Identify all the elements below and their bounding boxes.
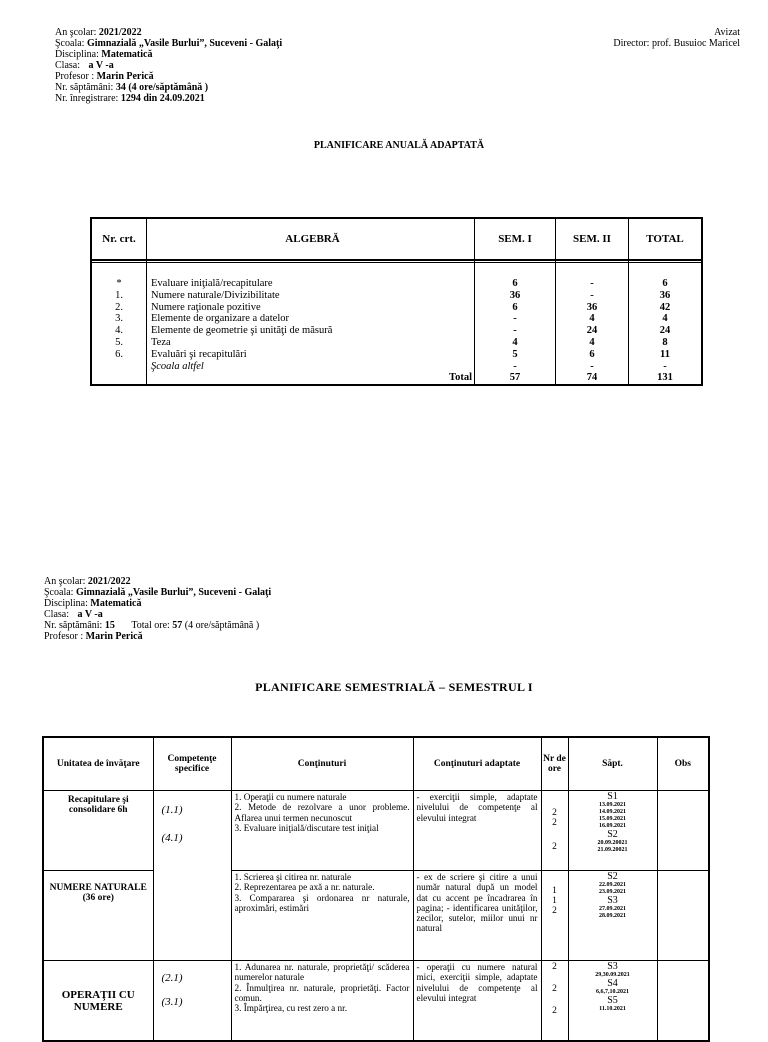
annual-row-name: Numere naturale/Divizibilitate [151, 289, 280, 301]
annual-row-s2: 24 [586, 325, 598, 337]
annual-row-s1: - [513, 360, 517, 372]
approval-label: Avizat [714, 27, 740, 38]
table-row [43, 791, 709, 871]
adapted-contents-cell: - operaţii cu numere natural mici, exerciţii simple, adaptate nivelului de competenţe al elevului integrat [413, 961, 541, 1041]
obs-cell [657, 871, 709, 961]
competence-item: (1.1) [161, 804, 183, 816]
semester-plan-table [42, 736, 710, 1042]
annual-row-tot: 24 [659, 325, 671, 337]
discipline-line: Disciplina: Matematică [55, 49, 153, 60]
annual-row-s2: 36 [586, 301, 598, 313]
contents-cell [231, 961, 413, 1041]
content-item: 3. Compararea şi ordonarea nr naturale, aproximări, estimări [234, 892, 410, 913]
unit-cell: NUMERE NATURALE (36 ore) [43, 871, 153, 961]
annual-row-s2: 4 [589, 313, 595, 325]
content-item: 3. Împărţirea, cu rest zero a nr. [234, 1003, 347, 1014]
total-column [629, 263, 703, 386]
annual-row-nr [92, 361, 146, 373]
weeks-line: Nr. săptămâni: 15 Total ore: 57 (4 ore/săptămână ) [44, 620, 260, 631]
annual-row-tot: 6 [662, 278, 668, 289]
class-line: Clasa: a V -a [55, 60, 114, 71]
sem1-column [475, 263, 556, 386]
class-line: Clasa: a V -a [44, 609, 103, 620]
annual-body-row [91, 263, 702, 386]
week-cell: S2 22.09.2021 23.09.2021 S3 27.09.2021 28.09.2021 [568, 871, 657, 961]
school-year-line: An şcolar: 2021/2022 [55, 27, 142, 38]
annual-row-name: Teza [151, 336, 171, 348]
header-annual [55, 27, 282, 104]
annual-row-s1: 5 [512, 348, 518, 360]
annual-row-tot: - [663, 360, 667, 372]
annual-row-name: Şcoala altfel [151, 360, 204, 372]
topic-column [147, 263, 475, 386]
annual-row-name: Elemente de organizare a datelor [151, 313, 289, 325]
approval-block [613, 27, 740, 49]
competences-cell [153, 961, 231, 1041]
annual-row-nr: 5. [115, 336, 123, 348]
col-total: TOTAL [629, 218, 703, 260]
obs-cell [657, 791, 709, 871]
annual-row-tot: 4 [662, 313, 668, 325]
content-item: 2. Înmulţirea nr. naturale, proprietăţi. Factor comun. [234, 982, 410, 1003]
annual-plan-table [90, 217, 703, 386]
content-item: 1. Scrierea şi citirea nr. naturale [234, 872, 352, 882]
adapted-contents-cell: - exerciţii simple, adaptate nivelului de competenţe al elevului integrat [413, 791, 541, 871]
annual-row-s1: 6 [512, 278, 518, 289]
col-week: Săpt. [568, 737, 657, 791]
registration-line: Nr. înregistrare: 1294 din 24.09.2021 [55, 93, 205, 104]
annual-row-tot: 11 [660, 348, 670, 360]
hours-cell: 2 2 2 [541, 791, 568, 871]
annual-row-nr: 3. [115, 313, 123, 325]
total-sem2: 74 [586, 372, 598, 384]
annual-plan-title: PLANIFICARE ANUALĂ ADAPTATĂ [313, 140, 485, 151]
hours-cell: 1 1 2 [541, 871, 568, 961]
teacher-line: Profesor : Marin Perică [44, 631, 143, 642]
content-item: 1. Adunarea nr. naturale, proprietăţi/ scăderea numerelor naturale [234, 962, 410, 983]
col-sem1: SEM. I [475, 218, 556, 260]
annual-row-s2: 6 [589, 348, 595, 360]
content-item: 2. Metode de rezolvare a unor probleme. Aflarea unui termen necunoscut [234, 802, 410, 823]
annual-row-nr: 6. [115, 348, 123, 360]
contents-cell [231, 871, 413, 961]
school-line: Şcoala: Gimnazială „Vasile Burlui”, Suceveni - Galaţi [44, 587, 272, 598]
annual-row-nr: 2. [115, 301, 123, 313]
obs-cell [657, 961, 709, 1041]
col-hours: Nr de ore [541, 737, 568, 791]
competence-item: (3.1) [161, 996, 183, 1008]
annual-row-s2: - [590, 289, 594, 301]
annual-row-name: Evaluări şi recapitulări [151, 348, 247, 360]
annual-row-tot: 8 [662, 336, 668, 348]
col-nr-crt: Nr. crt. [91, 218, 147, 260]
week-cell: S1 13.09.2021 14.09.2021 15.09.2021 16.09.2021 S2 20.09.20021 21.09.20021 [568, 791, 657, 871]
total-label: Total [449, 372, 472, 384]
annual-row-s1: 4 [512, 336, 518, 348]
col-contents: Conţinuturi [231, 737, 413, 791]
col-adapted-contents: Conţinuturi adaptate [413, 737, 541, 791]
table-row [43, 961, 709, 1041]
director-name: Director: prof. Busuioc Maricel [613, 38, 740, 49]
annual-row-nr: * [116, 278, 122, 289]
teacher-line: Profesor : Marin Perică [55, 71, 154, 82]
annual-row-name: Numere raţionale pozitive [151, 301, 261, 313]
discipline-line: Disciplina: Matematică [44, 598, 142, 609]
annual-row-s2: - [590, 360, 594, 372]
annual-row-s1: - [513, 325, 517, 337]
weeks-line: Nr. săptămâni: 34 (4 ore/săptămână ) [55, 82, 209, 93]
col-competences: Competenţe specifice [153, 737, 231, 791]
school-year-line: An şcolar: 2021/2022 [44, 576, 131, 587]
col-unit: Unitatea de învăţare [43, 737, 153, 791]
total-overall: 131 [657, 372, 673, 384]
content-item: 1. Operaţii cu numere naturale [234, 792, 347, 802]
annual-row-nr: 1. [115, 289, 123, 301]
content-item: 2. Reprezentarea pe axă a nr. naturale. [234, 882, 375, 893]
hours-cell: 2 2 2 [541, 961, 568, 1041]
adapted-contents-cell: - ex de scriere şi citire a unui număr natural după un model dat cu accent pe încadrarea în pagina; - identificarea unităţilor, zecilor, sutelor, miilor unui nr natural [413, 871, 541, 961]
competences-cell [153, 791, 231, 961]
annual-row-s2: - [590, 278, 594, 289]
sem2-column [556, 263, 629, 386]
week-cell: S3 29,30.09.2021 S4 6,6,7,10.2021 S5 11.10.2021 [568, 961, 657, 1041]
annual-row-s1: 6 [512, 301, 518, 313]
unit-cell: OPERAŢII CU NUMERE [43, 961, 153, 1041]
col-sem2: SEM. II [556, 218, 629, 260]
col-algebra: ALGEBRĂ [147, 218, 475, 260]
annual-row-nr: 4. [115, 325, 123, 337]
total-sem1: 57 [509, 372, 521, 384]
annual-row-tot: 36 [659, 289, 671, 301]
header-semester [44, 576, 271, 642]
contents-cell [231, 791, 413, 871]
annual-row-s2: 4 [589, 336, 595, 348]
semester-plan-title: PLANIFICARE SEMESTRIALĂ – SEMESTRUL I [255, 680, 533, 694]
total-nr-blank [92, 372, 146, 384]
table-row [43, 871, 709, 961]
unit-cell: Recapitulare şi consolidare 6h [43, 791, 153, 871]
annual-row-tot: 42 [659, 301, 671, 313]
annual-row-s1: - [513, 313, 517, 325]
content-item: 3. Evaluare iniţială/discutare test iniţial [234, 822, 379, 833]
annual-row-name: Evaluare iniţială/recapitulare [151, 278, 273, 289]
annual-row-s1: 36 [509, 289, 521, 301]
annual-row-name: Elemente de geometrie şi unităţi de măsură [151, 325, 333, 337]
school-line: Şcoala: Gimnazială „Vasile Burlui”, Suceveni - Galaţi [55, 38, 283, 49]
nr-column [91, 263, 147, 386]
col-obs: Obs [657, 737, 709, 791]
semester-header-row [43, 737, 709, 791]
competence-item: (2.1) [161, 972, 183, 984]
annual-header-row [91, 218, 702, 260]
competence-item: (4.1) [161, 832, 183, 844]
